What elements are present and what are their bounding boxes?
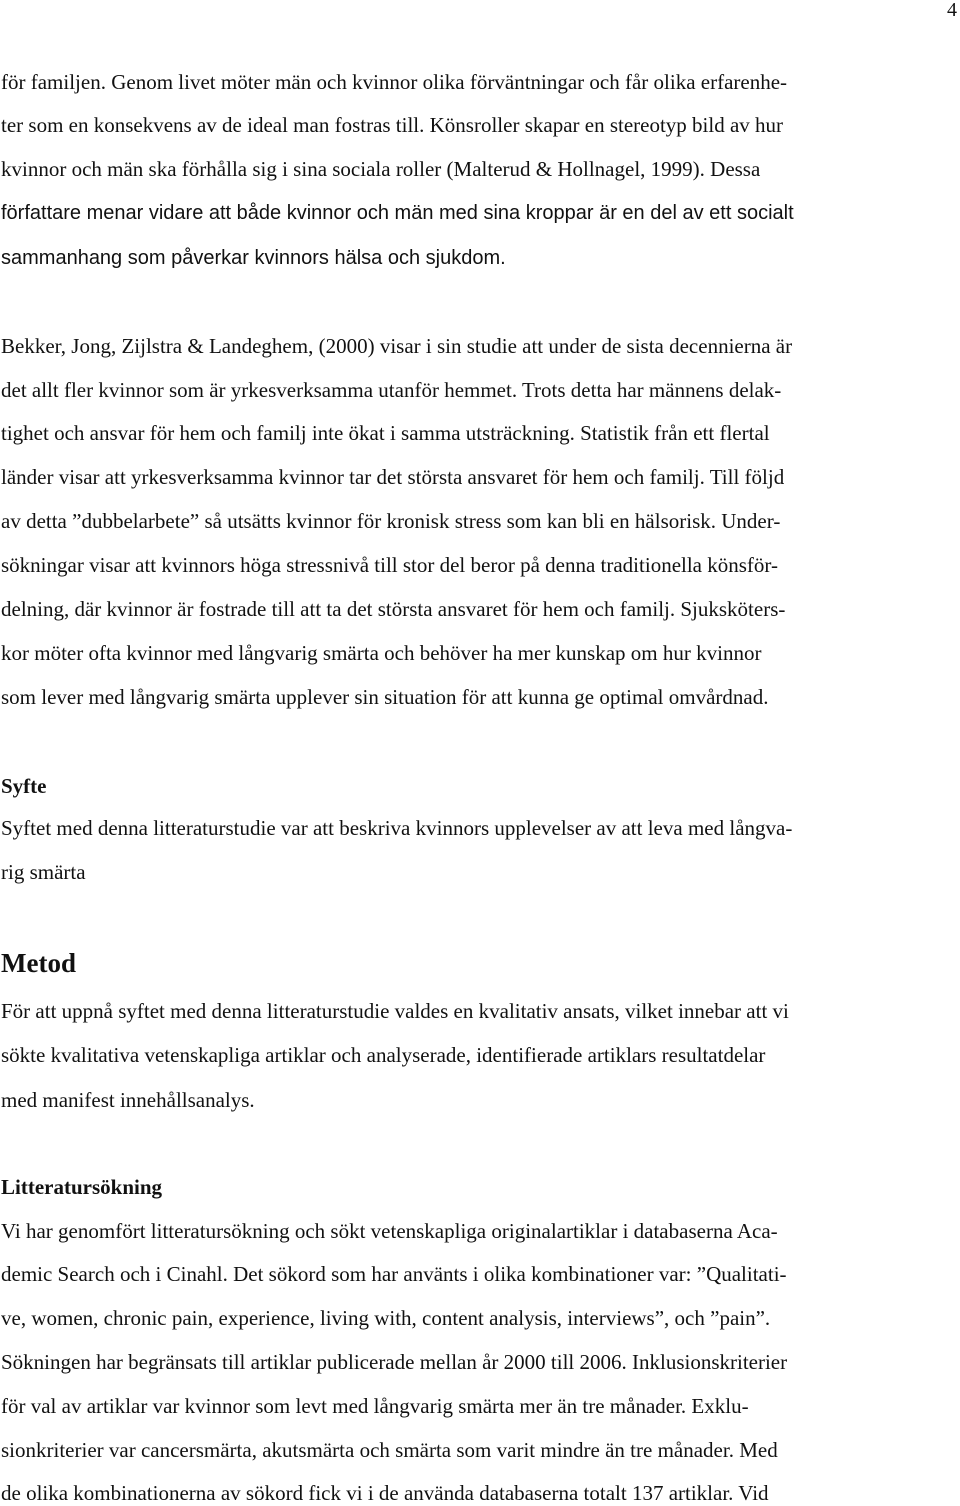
paragraph-line: Vi har genomfört litteratursökning och sökt vetenskapliga originalartiklar i databaserna Aca- [1,1219,778,1243]
paragraph-line: sökte kvalitativa vetenskapliga artiklar och analyserade, identifierade artiklars resultatdelar [1,1043,766,1067]
paragraph-line: ter som en konsekvens av de ideal man fostras till. Könsroller skapar en stereotyp bild av hur [1,113,784,137]
paragraph-line: kvinnor och män ska förhålla sig i sina sociala roller (Malterud & Hollnagel, 1999). Dessa [1,157,761,181]
paragraph-line: tighet och ansvar för hem och familj inte ökat i samma utsträckning. Statistik från ett flertal [1,421,770,445]
paragraph-line: för val av artiklar var kvinnor som levt med långvarig smärta mer än tre månader. Exklu- [1,1394,749,1418]
section-heading: Syfte [1,774,47,798]
paragraph-line: För att uppnå syftet med denna litteraturstudie valdes en kvalitativ ansats, vilket innebar att vi [1,999,789,1023]
paragraph-line: för familjen. Genom livet möter män och kvinnor olika förväntningar och får olika erfarenhe- [1,70,788,94]
paragraph-line: kor möter ofta kvinnor med långvarig smärta och behöver ha mer kunskap om hur kvinnor [1,641,762,665]
paragraph-line: rig smärta [1,860,86,884]
section-heading: Litteratursökning [1,1175,163,1199]
paragraph-line: av detta ”dubbelarbete” så utsätts kvinnor för kronisk stress som kan bli en hälsorisk. Under- [1,509,781,533]
paragraph-line: Bekker, Jong, Zijlstra & Landeghem, (2000) visar i sin studie att under de sista decennierna är [1,334,793,358]
paragraph-line: de olika kombinationerna av sökord fick vi i de använda databaserna totalt 137 artiklar. Vid [1,1481,769,1505]
section-heading: Metod [1,948,76,978]
paragraph-line: delning, där kvinnor är fostrade till att ta det största ansvaret för hem och familj. Sjuksköters- [1,597,786,621]
paragraph-line: sökningar visar att kvinnors höga stressnivå till stor del beror på denna traditionella könsför- [1,553,778,577]
page-number: 4 [947,0,957,21]
paragraph-line: sionkriterier var cancersmärta, akutsmärta och smärta som varit mindre än tre månader. Med [1,1438,778,1462]
paragraph-line: Sökningen har begränsats till artiklar publicerade mellan år 2000 till 2006. Inklusionskriterier [1,1350,788,1374]
paragraph-line: sammanhang som påverkar kvinnors hälsa och sjukdom. [1,247,506,269]
paragraph-line: ve, women, chronic pain, experience, living with, content analysis, interviews”, och ”pain”. [1,1306,771,1330]
paragraph-line: Syftet med denna litteraturstudie var att beskriva kvinnors upplevelser av att leva med långva- [1,816,793,840]
paragraph-line: länder visar att yrkesverksamma kvinnor tar det största ansvaret för hem och familj. Till följd [1,465,785,489]
paragraph-line: som lever med långvarig smärta upplever sin situation för att kunna ge optimal omvårdnad. [1,685,769,709]
paragraph-line: demic Search och i Cinahl. Det sökord som har använts i olika kombinationer var: ”Qualitati- [1,1262,787,1286]
paragraph-line: med manifest innehållsanalys. [1,1088,255,1112]
paragraph-line: det allt fler kvinnor som är yrkesverksamma utanför hemmet. Trots detta har männens delak- [1,378,782,402]
paragraph-line: författare menar vidare att både kvinnor och män med sina kroppar är en del av ett socialt [1,202,794,224]
